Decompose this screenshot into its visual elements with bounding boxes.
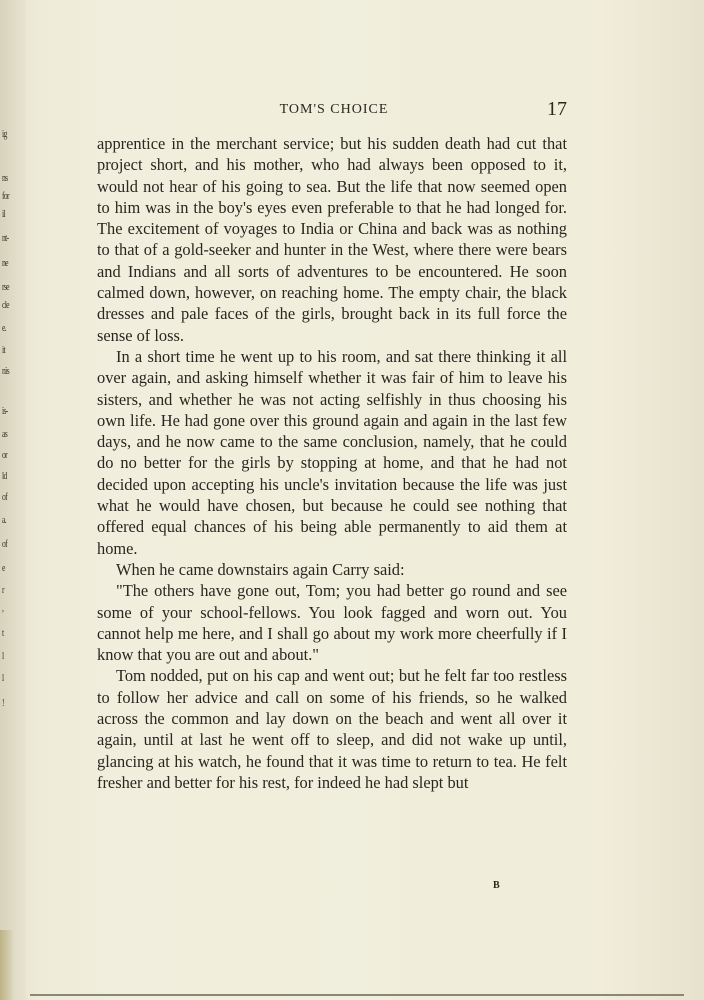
bleed-text: of <box>2 491 8 503</box>
bleed-text: ld <box>2 470 7 482</box>
bleed-text: for <box>2 190 9 202</box>
bleed-text: a. <box>2 514 6 526</box>
bleed-text: ! <box>2 697 4 709</box>
page-bottom-edge <box>30 994 684 996</box>
paragraph: Tom nodded, put on his cap and went out; but he felt far too restless to follow her advice and call on some of his friends, so he walked across the common and lay down on the beach and went all over it again, until at last he went off to sleep, and did not wake up until, glancing at his watch, he found that it was time to return to tea. He felt fresher and better for his rest, for indeed he had slept but <box>97 666 567 792</box>
bleed-text: of <box>2 538 8 550</box>
paragraph: apprentice in the merchant service; but his sudden death had cut that project short, and his mother, who had always been opposed to it, would not hear of his going to sea. But the life that now seemed open to him was in the boy's eyes even preferable to that he had longed for. The excitement of voyages to India or China and back was as nothing to that of a gold-seeker and hunter in the West, where there were bears and Indians and all sorts of adventures to be encountered. He soon calmed down, however, on reaching home. The empty chair, the black dresses and pale faces of the girls, brought back in its full force the sense of loss. <box>97 134 567 345</box>
bleed-text: il <box>2 208 5 220</box>
page-number: 17 <box>547 98 567 120</box>
bleed-text: rse <box>2 281 9 293</box>
paragraph: In a short time he went up to his room, and sat there thinking it all over again, and asking himself whether it was fair of him to leave his sisters, and whether he was not acting selfishly in thus choosing his own life. He had gone over this ground again and again in the last few days, and he now came to the same conclusion, namely, that he could do no better for the girls by stopping at home, and that he had not decided upon accepting his uncle's invitation because the life was just what he would have chosen, but because he could see nothing that offered equal chances of his being able permanently to aid them at home. <box>97 346 567 558</box>
bleed-text: r <box>2 584 4 596</box>
body-text <box>97 133 567 793</box>
bleed-text: l <box>2 672 4 684</box>
spine-shadow <box>0 930 14 1000</box>
bleed-text: nis <box>2 365 9 377</box>
paragraph: When he came downstairs again Carry said: <box>116 559 405 579</box>
running-title: TOM'S CHOICE <box>279 102 389 117</box>
bleed-text: or <box>2 449 8 461</box>
bleed-text: cle <box>2 299 9 311</box>
bleed-text: e <box>2 562 5 574</box>
bleed-text: l <box>2 650 4 662</box>
bleed-text: it <box>2 344 5 356</box>
bleed-text: t <box>2 627 4 639</box>
bleed-text: ns <box>2 172 8 184</box>
paragraph: "The others have gone out, Tom; you had better go round and see some of your school-fellows. You look fagged and worn out. You cannot help me here, and I shall go about my work more cheerfully if I know that you are out and about." <box>97 581 567 665</box>
bleed-text: e. <box>2 322 6 334</box>
bleed-text: as <box>2 428 8 440</box>
bleed-text: ne <box>2 257 8 269</box>
bleed-text: is- <box>2 405 8 417</box>
page-header <box>97 99 571 121</box>
bleed-text: ig <box>2 128 7 140</box>
bleed-text: nt- <box>2 232 9 244</box>
signature-mark: B <box>493 880 500 891</box>
bleed-text: , <box>2 602 4 614</box>
